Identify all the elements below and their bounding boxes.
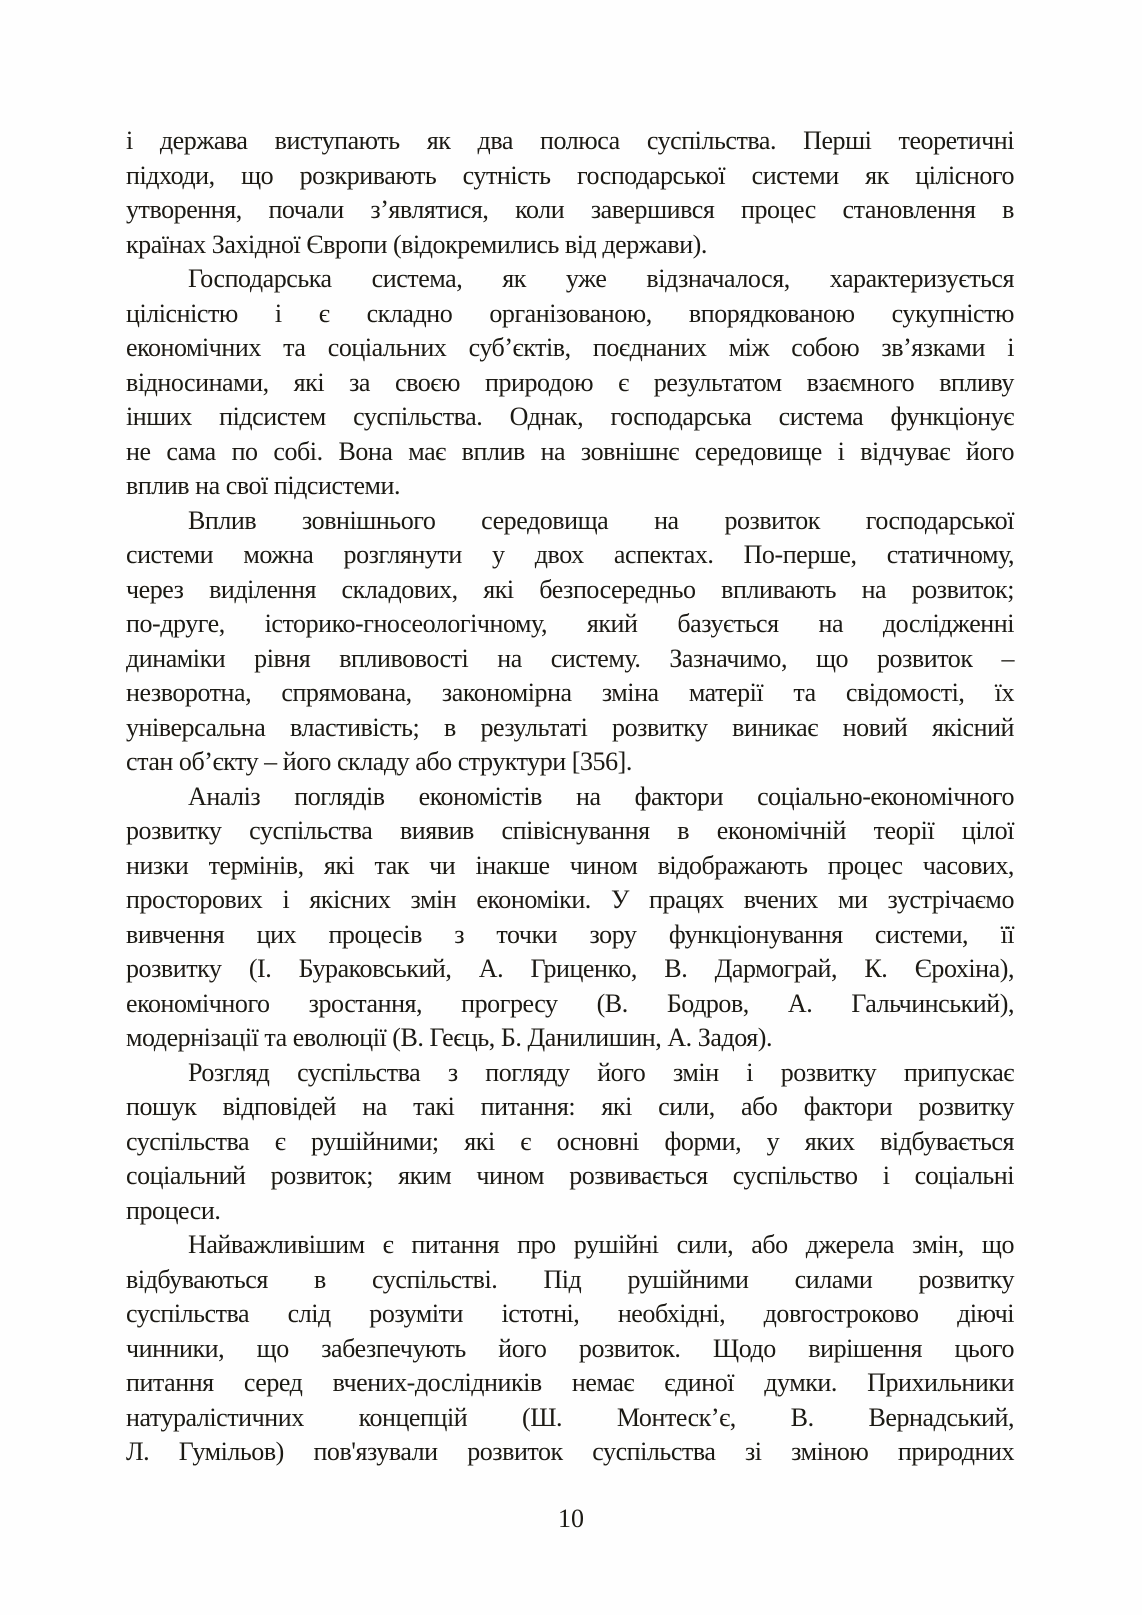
text-line: суспільства слід розуміти істотні, необхідні, довгостроково діючі [126,1299,1014,1328]
text-line: Аналіз поглядів економістів на фактори соціально-економічного [188,781,1014,811]
text-line: соціальний розвиток; яким чином розвивається суспільство і соціальні [126,1161,1014,1190]
text-line: низки термінів, які так чи інакше чином відображають процес часових, [126,850,1014,880]
text-line: системи можна розглянути у двох аспектах. По-перше, статичному, [126,540,1014,569]
text-line: Найважливішим є питання про рушійні сили, або джерела змін, що [188,1230,1014,1259]
text-line: Господарська система, як уже відзначалося, характеризується [188,264,1014,293]
text-line: через виділення складових, які безпосередньо впливають на розвиток; [126,574,1014,604]
text-line: чинники, що забезпечують його розвиток. Щодо вирішення цього [126,1333,1014,1363]
page-number: 10 [558,1504,584,1533]
text-line: відносинами, які за своєю природою є результатом взаємного впливу [126,367,1014,397]
text-line: модернізації та еволюції (В. Геєць, Б. Данилишин, А. Задоя). [126,1023,773,1052]
text-line: універсальна властивість; в результаті розвитку виникає новий якісний [126,712,1014,742]
paragraph-5 [126,1056,1014,1229]
text-line: незворотна, спрямована, закономірна зміна матерії та свідомості, їх [126,678,1014,707]
text-line: просторових і якісних змін економіки. У працях вчених ми зустрічаємо [126,885,1014,914]
text-line: суспільства є рушійними; які є основні форми, у яких відбувається [126,1126,1014,1156]
text-line: відбуваються в суспільстві. Під рушійними силами розвитку [126,1264,1014,1294]
text-line: вивчення цих процесів з точки зору функціонування системи, її [126,919,1014,949]
paragraph-1 [126,124,1014,262]
text-line: підходи, що розкривають сутність господарської системи як цілісного [126,160,1014,190]
text-line: країнах Західної Європи (відокремились від держави). [126,229,707,259]
text-line: цілісністю і є складно організованою, впорядкованою сукупністю [126,298,1014,328]
text-line: розвитку суспільства виявив співіснування в економічній теорії цілої [126,816,1014,845]
text-line: по-друге, історико-гносеологічному, який базується на дослідженні [126,609,1014,638]
text-line: Розгляд суспільства з погляду його змін і розвитку припускає [188,1057,1014,1087]
text-line: економічних та соціальних суб’єктів, поєднаних між собою зв’язками і [126,333,1014,362]
text-line: розвитку (І. Бураковський, А. Гриценко, В. Дармограй, К. Єрохіна), [126,954,1014,983]
paragraph-6 [126,1228,1014,1470]
text-line: стан об’єкту – його складу або структури [356]. [126,747,632,776]
text-line: не сама по собі. Вона має вплив на зовнішнє середовище і відчуває його [126,436,1014,466]
text-line: Вплив зовнішнього середовища на розвиток господарської [188,505,1014,535]
text-line: натуралістичних концепцій (Ш. Монтеск’є, В. Вернадський, [126,1402,1014,1432]
text-line: і держава виступають як два полюса суспільства. Перші теоретичні [126,126,1014,155]
paragraph-4 [126,780,1014,1056]
text-line: інших підсистем суспільства. Однак, господарська система функціонує [126,402,1014,431]
text-line: питання серед вчених-дослідників немає єдиної думки. Прихильники [126,1368,1014,1397]
text-line: утворення, почали з’являтися, коли завершився процес становлення в [126,195,1014,224]
text-line: Л. Гумільов) пов'язували розвиток суспільства зі зміною природних [126,1437,1014,1466]
text-line: процеси. [126,1195,221,1225]
paragraph-2 [126,262,1014,504]
text-line: вплив на свої підсистеми. [126,471,401,500]
paragraph-3 [126,504,1014,780]
text-line: економічного зростання, прогресу (В. Бодров, А. Гальчинський), [126,988,1014,1018]
body-text [126,124,1014,1470]
text-line: пошук відповідей на такі питання: які сили, або фактори розвитку [126,1092,1014,1121]
text-line: динаміки рівня впливовості на систему. Зазначимо, що розвиток – [126,643,1014,673]
